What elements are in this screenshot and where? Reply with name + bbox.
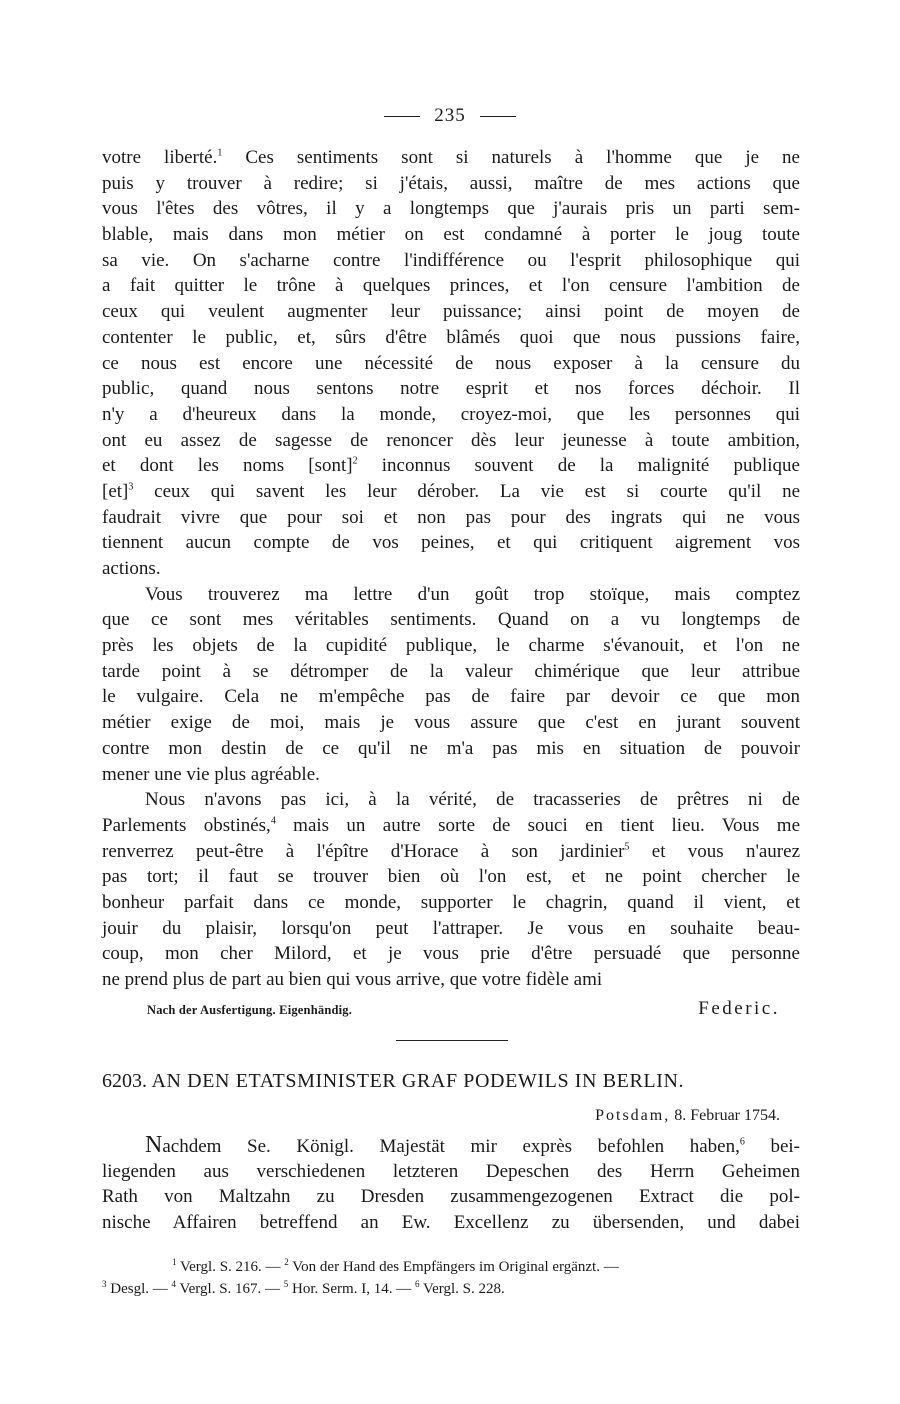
line-text: pas tort; il faut se trouver bien où l'on est, et ne point chercher le bbox=[102, 866, 800, 888]
line-text: ont eu assez de sagesse de renoncer dès leur jeunesse à toute ambition, bbox=[102, 429, 800, 451]
text-line bbox=[102, 813, 800, 839]
initial-letter: N bbox=[145, 1132, 163, 1158]
text-line bbox=[102, 1210, 800, 1236]
text-line bbox=[102, 710, 800, 736]
text-line bbox=[102, 1184, 800, 1210]
letter-dateline bbox=[540, 1107, 780, 1125]
line-text: près les objets de la cupidité publique, le charme s'évanouit, et l'on ne bbox=[102, 635, 800, 657]
footnote-number: 4 bbox=[171, 1279, 176, 1289]
footnote-marker: 4 bbox=[270, 815, 276, 827]
footnote-text: Desgl. — bbox=[106, 1281, 172, 1297]
line-text: nische Affairen betreffend an Ew. Excellenz zu übersenden, und dabei bbox=[102, 1212, 800, 1234]
letter-number: 6203. bbox=[102, 1070, 147, 1092]
line-text: tarde point à se détromper de la valeur chimérique que leur attribue bbox=[102, 660, 800, 682]
line-text: inconnus souvent de la malignité publique bbox=[357, 455, 800, 477]
section-separator bbox=[396, 1040, 508, 1041]
header-dash-right bbox=[480, 116, 516, 117]
text-line bbox=[102, 916, 800, 942]
footnote-number: 2 bbox=[284, 1257, 289, 1267]
footnote-text: Vergl. S. 216. — bbox=[176, 1259, 285, 1275]
text-line bbox=[102, 428, 800, 454]
line-text: vous l'êtes des vôtres, il y a longtemps que j'aurais pris un parti sem- bbox=[102, 198, 800, 220]
letter-title: AN DEN ETATSMINISTER GRAF PODEWILS IN BERLIN. bbox=[151, 1070, 685, 1092]
line-text: Nous n'avons pas ici, à la vérité, de tracasseries de prêtres ni de bbox=[145, 789, 800, 811]
text-line bbox=[102, 941, 800, 967]
footnote-text: Hor. Serm. I, 14. — bbox=[288, 1281, 415, 1297]
text-line bbox=[102, 530, 800, 556]
line-text: votre liberté. bbox=[102, 147, 218, 168]
footnote-marker: 2 bbox=[352, 455, 358, 467]
text-line bbox=[102, 633, 800, 659]
line-text: métier exige de moi, mais je vous assure que c'est en jurant souvent bbox=[102, 712, 800, 734]
line-text: puis y trouver à redire; si j'étais, aussi, maître de mes actions que bbox=[102, 172, 800, 194]
text-line bbox=[102, 325, 800, 351]
text-line bbox=[102, 1159, 800, 1185]
line-text: et vous n'aurez bbox=[629, 840, 801, 862]
line-text: mais un autre sorte de souci en tient lieu. Vous me bbox=[275, 814, 801, 836]
line-text: faudrait vivre que pour soi et non pas pour des ingrats qui ne vous bbox=[102, 506, 800, 528]
line-text: ceux qui savent les leur dérober. La vie est si courte qu'il ne bbox=[133, 480, 800, 502]
line-text: public, quand nous sentons notre esprit et nos forces déchoir. Il bbox=[102, 378, 800, 400]
letter-body-text bbox=[102, 145, 800, 993]
text-line bbox=[102, 376, 800, 402]
line-text: Rath von Maltzahn zu Dresden zusammengezogenen Extract die pol- bbox=[102, 1186, 800, 1208]
text-line bbox=[102, 505, 800, 531]
line-text: Ces sentiments sont si naturels à l'homme que je ne bbox=[222, 147, 800, 168]
text-line bbox=[102, 659, 800, 685]
text-line bbox=[102, 402, 800, 428]
text-line bbox=[102, 1133, 800, 1159]
footnote-line bbox=[102, 1278, 810, 1300]
line-text: ce nous est encore une nécessité de nous exposer à la censure du bbox=[102, 352, 800, 374]
footnote-text: Vergl. S. 228. bbox=[419, 1281, 505, 1297]
line-text: le vulgaire. Cela ne m'empêche pas de faire par devoir ce que mon bbox=[102, 686, 800, 708]
footnote-marker: 1 bbox=[217, 147, 223, 159]
footnote-number: 1 bbox=[172, 1257, 177, 1267]
text-line bbox=[102, 762, 800, 788]
line-text: n'y a d'heureux dans la monde, croyez-moi, que les personnes qui bbox=[102, 403, 800, 425]
dateline-date: 8. Februar 1754. bbox=[674, 1107, 780, 1124]
line-text: et dont les noms [sont] bbox=[102, 455, 353, 477]
line-text: mener une vie plus agréable. bbox=[102, 763, 320, 785]
line-text: ceux qui veulent augmenter leur puissance; ainsi point de moyen de bbox=[102, 301, 800, 323]
footnotes bbox=[102, 1256, 810, 1300]
footnote-number: 6 bbox=[414, 1279, 420, 1289]
line-text: Vous trouverez ma lettre d'un goût trop stoïque, mais comptez bbox=[145, 583, 800, 605]
page-header bbox=[0, 101, 900, 131]
text-line bbox=[102, 196, 800, 222]
footnote-number: 3 bbox=[102, 1279, 107, 1289]
footnote-marker: 6 bbox=[739, 1136, 745, 1148]
line-text: coup, mon cher Milord, et je vous prie d'être persuadé que personne bbox=[102, 943, 800, 965]
line-text: blable, mais dans mon métier on est condamné à porter le joug toute bbox=[102, 224, 800, 246]
header-dash-left bbox=[384, 116, 420, 117]
line-text: contenter le public, et, sûrs d'être blâmés quoi que nous pussions faire, bbox=[102, 326, 800, 348]
text-line bbox=[102, 299, 800, 325]
source-row bbox=[147, 998, 780, 1024]
footnote-line bbox=[102, 1256, 810, 1278]
footnote-text: Vergl. S. 167. — bbox=[176, 1281, 284, 1297]
text-line bbox=[102, 171, 800, 197]
text-line bbox=[102, 736, 800, 762]
text-line bbox=[102, 479, 800, 505]
footnote-marker: 3 bbox=[128, 481, 134, 493]
dateline-place: Potsdam, bbox=[595, 1107, 671, 1124]
text-line bbox=[102, 967, 800, 993]
line-text: jouir du plaisir, lorsqu'on peut l'attraper. Je vous en souhaite beau- bbox=[102, 917, 800, 939]
letter-heading bbox=[102, 1070, 802, 1093]
text-line bbox=[102, 890, 800, 916]
source-note: Nach der Ausfertigung. Eigenhändig. bbox=[147, 1003, 353, 1017]
line-text: renverrez peut-être à l'épître d'Horace à son jardinier bbox=[102, 840, 625, 862]
line-text: ne prend plus de part au bien qui vous arrive, que votre fidèle ami bbox=[102, 969, 603, 990]
text-line bbox=[102, 607, 800, 633]
line-text: [et] bbox=[102, 480, 129, 502]
line-text: bonheur parfait dans ce monde, supporter le chagrin, quand il vient, et bbox=[102, 891, 800, 913]
footnote-text: Von der Hand des Empfängers im Original ergänzt. — bbox=[288, 1259, 619, 1275]
signature: Federic. bbox=[698, 998, 780, 1019]
page-number: 235 bbox=[434, 105, 466, 126]
text-line bbox=[102, 222, 800, 248]
line-text: tiennent aucun compte de vos peines, et qui critiquent aigrement vos bbox=[102, 532, 800, 554]
line-text: a fait quitter le trône à quelques princes, et l'on censure l'ambition de bbox=[102, 275, 800, 297]
line-text: actions. bbox=[102, 558, 161, 579]
footnote-number: 5 bbox=[283, 1279, 289, 1289]
text-line bbox=[102, 145, 800, 171]
line-text: liegenden aus verschiedenen letzteren Depeschen des Herrn Geheimen bbox=[102, 1160, 800, 1182]
text-line bbox=[102, 684, 800, 710]
text-line bbox=[102, 556, 800, 582]
text-line bbox=[102, 351, 800, 377]
second-letter-text bbox=[102, 1133, 800, 1236]
text-line bbox=[102, 787, 800, 813]
line-text: achdem Se. Königl. Majestät mir exprès befohlen haben, bbox=[162, 1136, 740, 1157]
line-text: bei- bbox=[744, 1136, 800, 1157]
line-text: contre mon destin de ce qu'il ne m'a pas mis en situation de pouvoir bbox=[102, 737, 800, 759]
line-text: sa vie. On s'acharne contre l'indifférence ou l'esprit philosophique qui bbox=[102, 249, 800, 271]
text-line bbox=[102, 453, 800, 479]
text-line bbox=[102, 582, 800, 608]
footnote-marker: 5 bbox=[624, 841, 630, 853]
line-text: Parlements obstinés, bbox=[102, 814, 271, 836]
text-line bbox=[102, 864, 800, 890]
line-text: que ce sont mes véritables sentiments. Quand on a vu longtemps de bbox=[102, 609, 800, 631]
text-line bbox=[102, 839, 800, 865]
text-line bbox=[102, 248, 800, 274]
text-line bbox=[102, 273, 800, 299]
